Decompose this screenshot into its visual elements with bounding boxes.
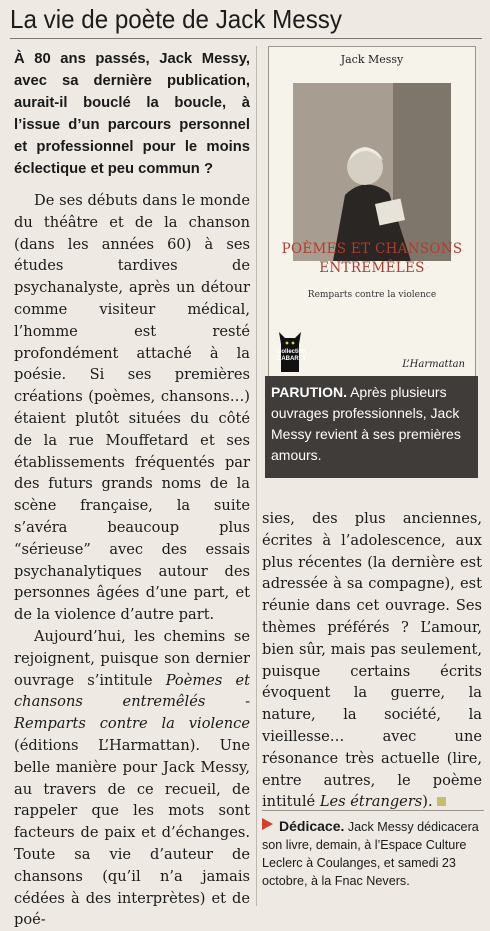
paragraph-2-continued: (éditions L’Harmattan). Une belle manière pour Jack Messy, au travers de ce recueil, de rappeler que les mots sont facteurs de paix et d’échanges. Toute sa vie d’auteur de chansons (qu’il n’a jamais cédées à des interprètes) et de poé- — [14, 736, 250, 929]
photo-caption-box — [265, 376, 478, 478]
collection-label: Collection CABARET — [277, 349, 307, 362]
caption-text: Après plusieurs ouvrages professionnels, Jack Messy revient à ses premières amours. — [271, 384, 461, 463]
dedicace-label: Dédicace. — [279, 818, 345, 834]
paragraph-3-end: ). — [422, 793, 433, 811]
dedicace-text: Jack Messy dédicacera son livre, demain, à l’Espace Culture Leclerc à Coulanges, et samedi 23 octobre, à la Fnac Nevers. — [262, 820, 479, 888]
body-column-left — [14, 190, 250, 931]
cover-title-line-2: ENTREMÊLÉS — [319, 260, 425, 276]
body-paragraph-1: De ses débuts dans le monde du théâtre et de la chanson (dans les années 60) à ses études tardives de psychanalyste, après un détour comme visiteur médical, l’homme est resté profondément attaché à la poésie. Si ses premières créations (poèmes, chansons…) étaient plutôt situées du côté de la rue Mouffetard et ses établissements fréquentés par des futurs grands noms de la scène française, la suite s’avéra beaucoup plus “sérieuse” avec des essais psychanalytiques autour des personnes âgées d’une part, et de la violence d’autre part. — [14, 192, 250, 624]
book-title-reference: Poèmes et chansons entremêlés - Remparts contre la violence — [14, 671, 250, 733]
column-divider — [256, 46, 257, 906]
headline: La vie de poète de Jack Messy — [10, 4, 342, 34]
dedicace-note — [262, 810, 484, 890]
cover-subtitle: Remparts contre la violence — [307, 290, 437, 300]
end-of-article-mark — [437, 797, 446, 806]
cover-title-line-1: POÈMES ET CHANSONS — [281, 241, 463, 257]
paragraph-2-text: Aujourd’hui, les chemins se rejoignent, puisque son dernier ouvrage s’intitule — [14, 627, 250, 689]
headline-rule — [10, 38, 482, 39]
cover-title — [269, 240, 475, 278]
author-photo — [293, 83, 451, 261]
caption-label: PARUTION. — [271, 384, 347, 400]
body-column-right — [262, 508, 482, 813]
lead-paragraph: À 80 ans passés, Jack Messy, avec sa dernière publication, aurait-il bouclé la boucle, à l’issue d’un parcours personnel et professionnel pour le moins éclectique et peu commun ? — [14, 51, 250, 177]
body-paragraph-3 — [262, 508, 482, 813]
photo-caption — [271, 382, 471, 466]
poem-title-reference: Les étrangers — [319, 793, 423, 811]
black-cat-icon — [275, 322, 305, 372]
body-paragraph-2 — [14, 626, 250, 931]
paragraph-3-text: sies, des plus anciennes, écrites à l’adolescence, aux plus récentes (la dernière est adressée à sa compagne), est réunie dans cet ouvrage. Ses thèmes préférés ? L’amour, bien sûr, mais pas seulement, puisque certains écrits évoquent la guerre, la nature, la société, la vieillesse… avec une résonance très actuelle (lire, entre autres, le poème intitulé — [262, 510, 482, 811]
arrow-right-icon — [262, 818, 273, 830]
cover-author: Jack Messy — [340, 53, 404, 66]
book-cover — [268, 46, 476, 378]
author-photo-image — [293, 83, 451, 261]
publisher-logo: L’Harmattan — [402, 359, 465, 370]
